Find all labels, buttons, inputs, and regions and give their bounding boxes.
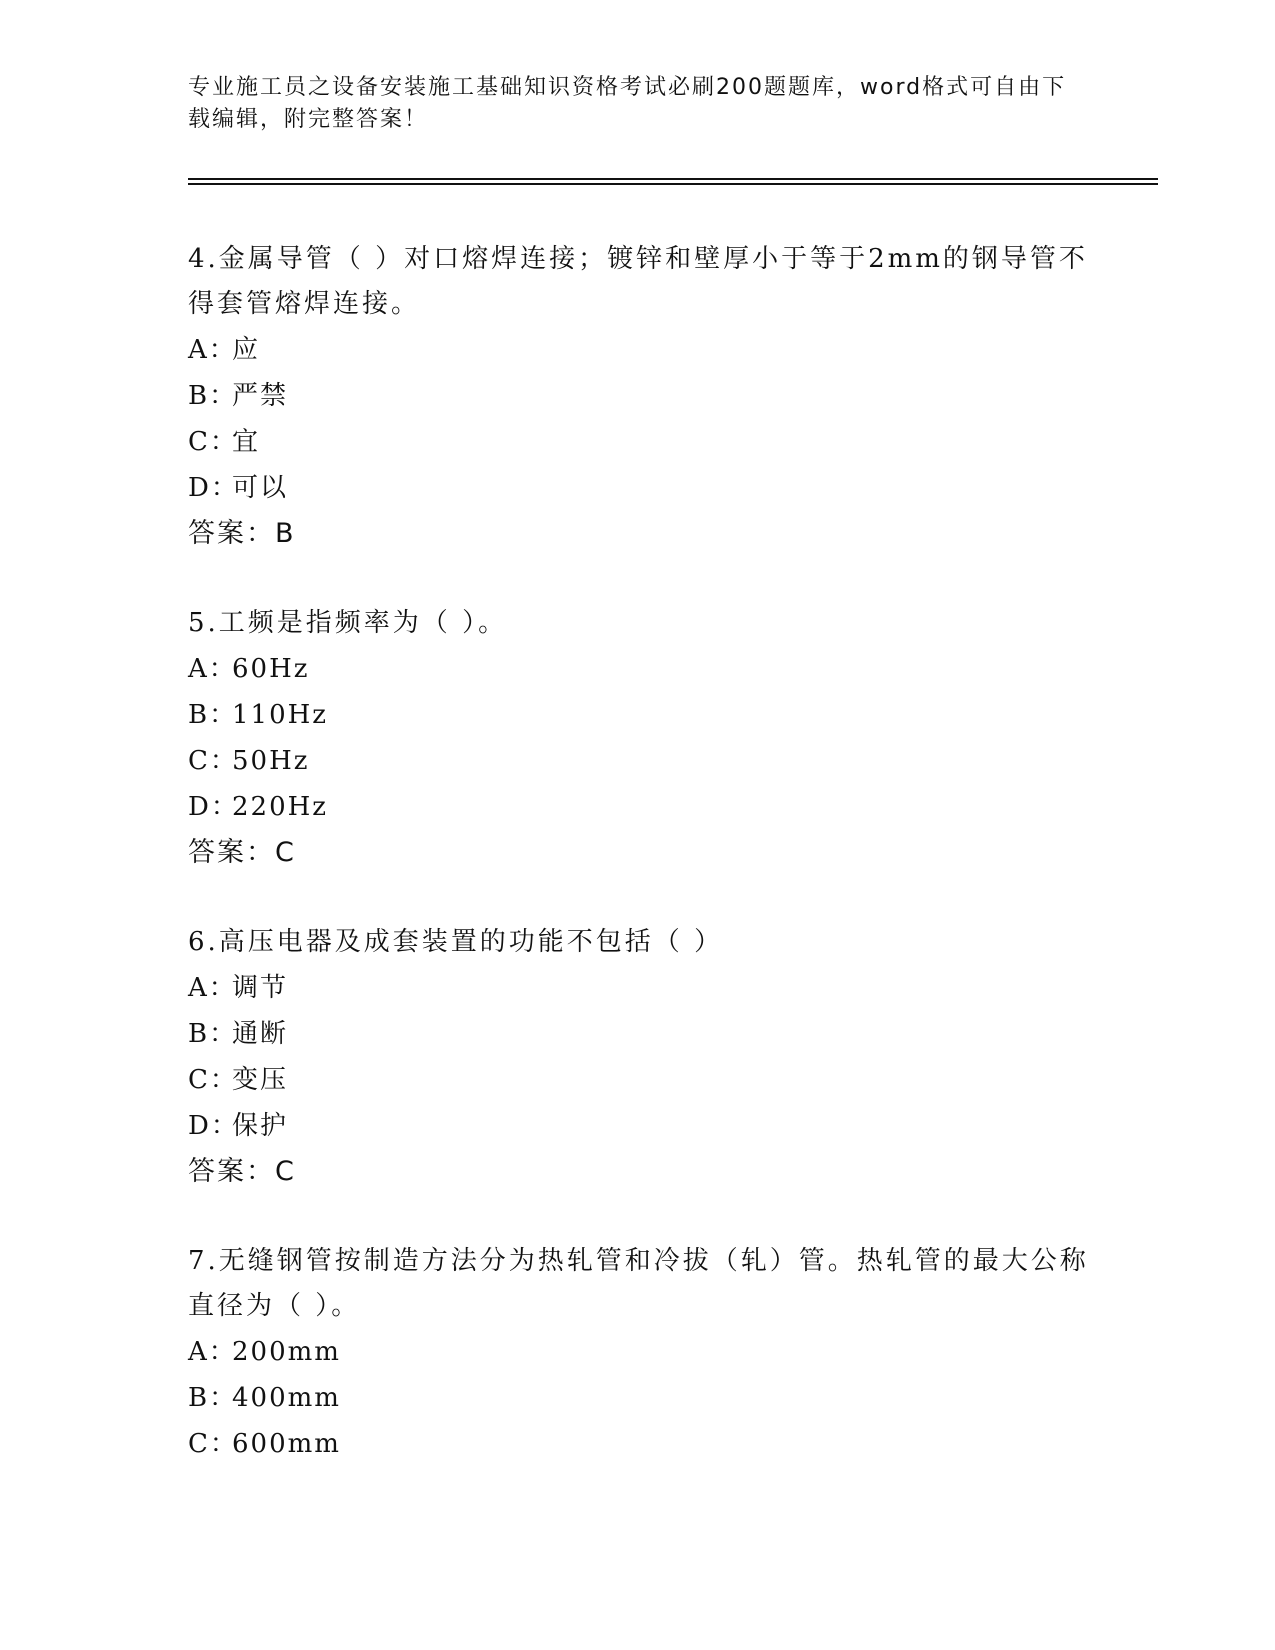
question-text: 7.无缝钢管按制造方法分为热轧管和冷拔（轧）管。热轧管的最大公称直径为（ ）。: [188, 1246, 1089, 1321]
option-letter: D：: [188, 1111, 239, 1141]
option-letter: D：: [188, 792, 239, 822]
option-text: 保护: [232, 1111, 289, 1141]
header-title: 专业施工员之设备安装施工基础知识资格考试必刷200题题库，word格式可自由下载编辑，附完整答案！: [188, 75, 1067, 132]
option-d: [188, 1103, 1108, 1149]
option-letter: C：: [188, 1429, 238, 1459]
option-text: 60Hz: [232, 654, 310, 684]
option-c: [188, 738, 1108, 784]
option-d: [188, 784, 1108, 830]
option-letter: B：: [188, 700, 238, 730]
option-a: [188, 965, 1108, 1011]
question-4: [188, 237, 1108, 557]
option-text: 通断: [232, 1019, 289, 1049]
header-rule-bottom: [188, 183, 1158, 185]
option-b: [188, 692, 1108, 738]
option-b: [188, 373, 1108, 419]
option-text: 50Hz: [232, 746, 310, 776]
option-b: [188, 1011, 1108, 1057]
option-text: 400mm: [232, 1383, 341, 1413]
option-letter: B：: [188, 1383, 238, 1413]
question-5: [188, 601, 1108, 876]
option-letter: A：: [188, 654, 237, 684]
answer-line: 答案：C: [188, 837, 296, 868]
option-text: 200mm: [232, 1337, 341, 1367]
option-text: 600mm: [232, 1429, 341, 1459]
header-rule-top: [188, 178, 1158, 180]
option-letter: A：: [188, 1337, 237, 1367]
option-c: [188, 419, 1108, 465]
option-d: [188, 465, 1108, 511]
option-text: 可以: [232, 473, 289, 503]
option-a: [188, 646, 1108, 692]
option-c: [188, 1421, 1108, 1467]
answer-line: 答案：C: [188, 1156, 296, 1187]
option-text: 110Hz: [232, 700, 328, 730]
option-text: 宜: [232, 427, 261, 457]
option-letter: C：: [188, 746, 238, 776]
option-letter: D：: [188, 473, 239, 503]
option-letter: B：: [188, 1019, 238, 1049]
option-text: 严禁: [232, 381, 289, 411]
question-7: [188, 1239, 1108, 1467]
option-a: [188, 327, 1108, 373]
option-text: 应: [232, 335, 261, 365]
option-b: [188, 1375, 1108, 1421]
option-letter: A：: [188, 335, 237, 365]
document-header: [188, 72, 1088, 136]
option-a: [188, 1329, 1108, 1375]
option-c: [188, 1057, 1108, 1103]
question-6: [188, 920, 1108, 1195]
question-text: 4.金属导管（ ）对口熔焊连接；镀锌和壁厚小于等于2mm的钢导管不得套管熔焊连接。: [188, 244, 1088, 319]
option-letter: C：: [188, 427, 238, 457]
question-list: [188, 237, 1108, 1511]
option-letter: B：: [188, 381, 238, 411]
option-text: 调节: [232, 973, 289, 1003]
answer-line: 答案：B: [188, 518, 296, 549]
option-text: 变压: [232, 1065, 289, 1095]
question-text: 5.工频是指频率为（ ）。: [188, 608, 508, 638]
option-letter: A：: [188, 973, 237, 1003]
question-text: 6.高压电器及成套装置的功能不包括（ ）: [188, 927, 724, 957]
option-letter: C：: [188, 1065, 238, 1095]
option-text: 220Hz: [232, 792, 328, 822]
